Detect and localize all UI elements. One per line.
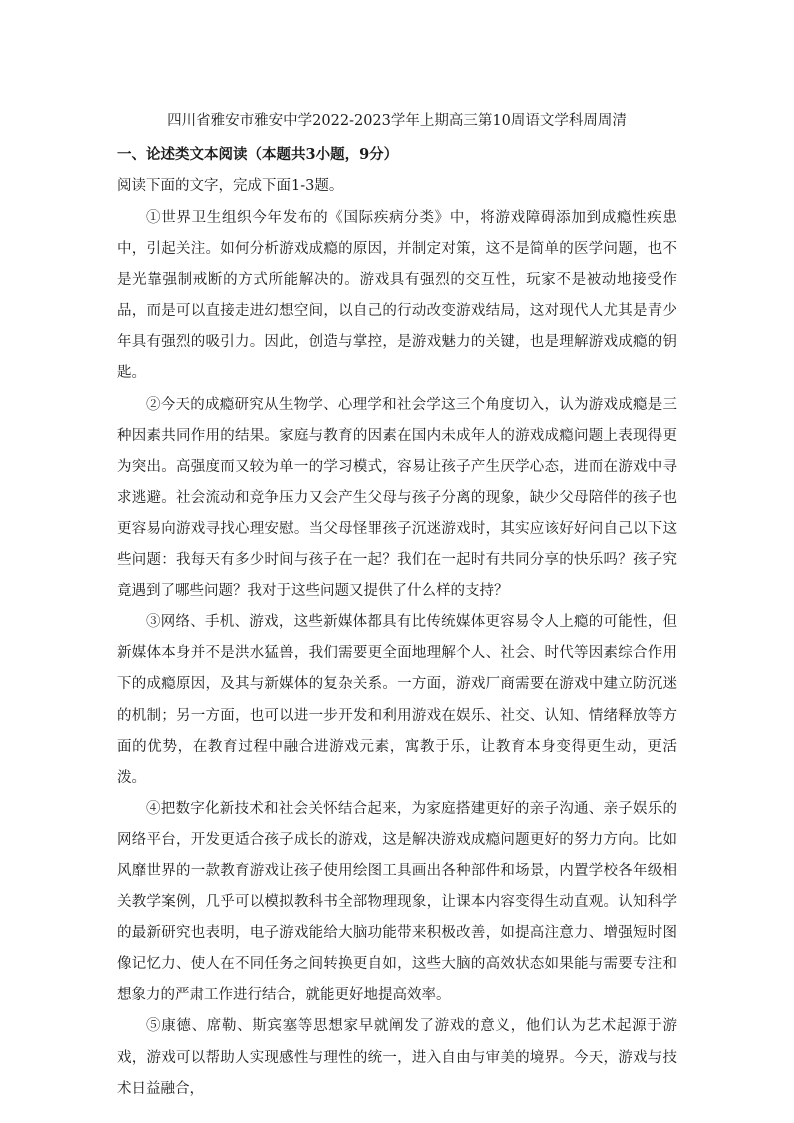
passage-body bbox=[117, 203, 677, 1105]
section-heading: 一、论述类文本阅读（本题共3小题，9分） bbox=[117, 146, 399, 163]
passage-paragraph-1: ①世界卫生组织今年发布的《国际疾病分类》中，将游戏障碍添加到成瘾性疾患中，引起关注。如何分析游戏成瘾的原因，并制定对策，这不是简单的医学问题，也不是光靠强制戒断的方式所能解决的。游戏具有强烈的交互性，玩家不是被动地接受作品，而是可以直接走进幻想空间，以自己的行动改变游戏结局，这对现代人尤其是青少年具有强烈的吸引力。因此，创造与掌控，是游戏魅力的关键，也是理解游戏成瘾的钥匙。 bbox=[117, 210, 677, 382]
passage-paragraph-2: ②今天的成瘾研究从生物学、心理学和社会学这三个角度切入，认为游戏成瘾是三种因素共同作用的结果。家庭与教育的因素在国内未成年人的游戏成瘾问题上表现得更为突出。高强度而又较为单一的学习模式，容易让孩子产生厌学心态，进而在游戏中寻求逃避。社会流动和竞争压力又会产生父母与孩子分离的现象，缺少父母陪伴的孩子也更容易向游戏寻找心理安慰。当父母怪罪孩子沉迷游戏时，其实应该好好问自己以下这些问题：我每天有多少时间与孩子在一起？我们在一起时有共同分享的快乐吗？孩子究竟遇到了哪些问题？我对于这些问题又提供了什么样的支持？ bbox=[117, 396, 677, 600]
passage-paragraph-4: ④把数字化新技术和社会关怀结合起来，为家庭搭建更好的亲子沟通、亲子娱乐的网络平台，开发更适合孩子成长的游戏，这是解决游戏成瘾问题更好的努力方向。比如风靡世界的一款教育游戏让孩子使用绘图工具画出各种部件和场景，内置学校各年级相关教学案例，几乎可以模拟教科书全部物理现象，让课本内容变得生动直观。认知科学的最新研究也表明，电子游戏能给大脑功能带来积极改善，如提高注意力、增强短时图像记忆力、使人在不同任务之间转换更自如，这些大脑的高效状态如果能与需要专注和想象力的严肃工作进行结合，就能更好地提高效率。 bbox=[117, 800, 677, 1004]
passage-paragraph-5: ⑤康德、席勒、斯宾塞等思想家早就阐发了游戏的意义，他们认为艺术起源于游戏，游戏可以帮助人实现感性与理性的统一，进入自由与审美的境界。今天，游戏与技术日益融合， bbox=[117, 1018, 677, 1097]
document-title: 四川省雅安市雅安中学2022-2023学年上期高三第10周语文学科周周清 bbox=[167, 113, 627, 129]
reading-instruction: 阅读下面的文字，完成下面1-3题。 bbox=[117, 178, 344, 194]
passage-paragraph-3: ③网络、手机、游戏，这些新媒体都具有比传统媒体更容易令人上瘾的可能性，但新媒体本身并不是洪水猛兽，我们需要更全面地理解个人、社会、时代等因素综合作用下的成瘾原因，及其与新媒体的复杂关系。一方面，游戏厂商需要在游戏中建立防沉迷的机制；另一方面，也可以进一步开发和利用游戏在娱乐、社交、认知、情绪释放等方面的优势，在教育过程中融合进游戏元素，寓教于乐，让教育本身变得更生动，更活泼。 bbox=[117, 614, 677, 786]
